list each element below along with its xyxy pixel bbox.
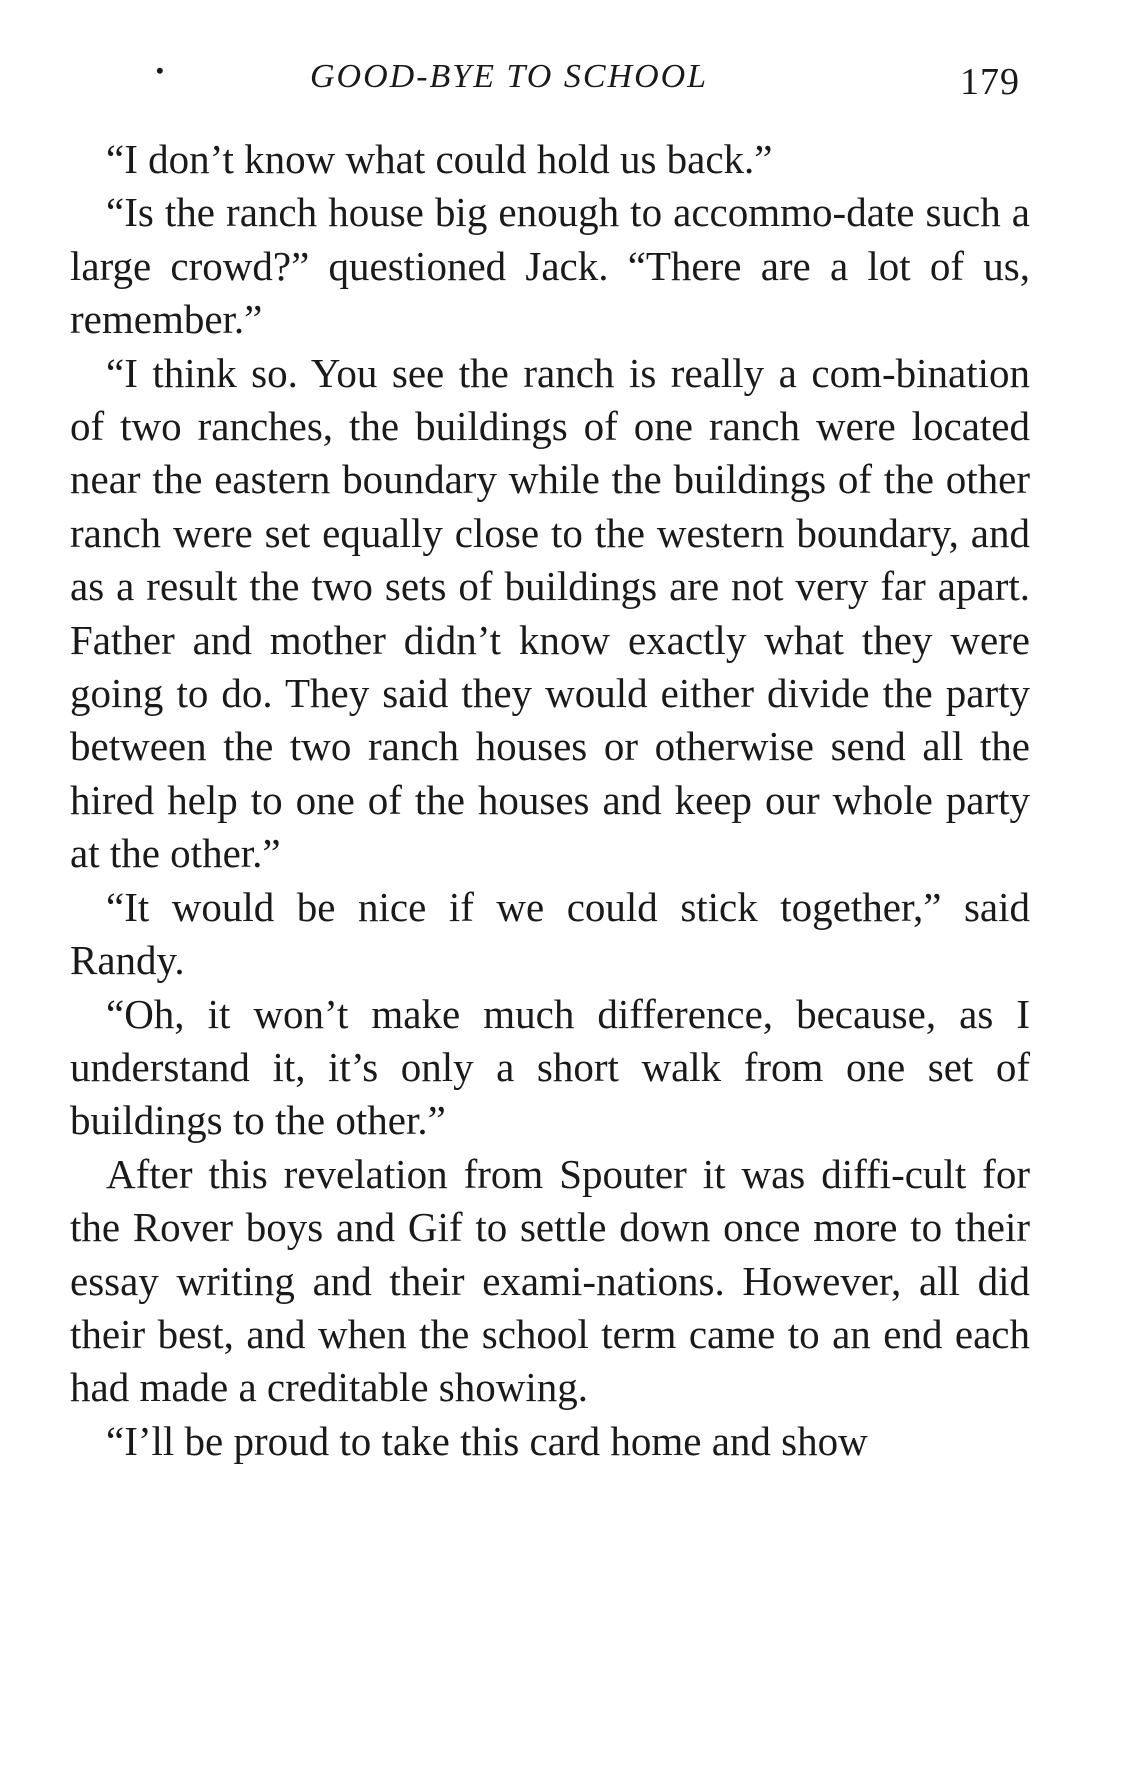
page-number: 179 bbox=[960, 61, 1020, 103]
paragraph: “It would be nice if we could stick together,” said Randy. bbox=[70, 883, 1030, 984]
paragraph: “I don’t know what could hold us back.” bbox=[106, 136, 773, 182]
paragraph: “I think so. You see the ranch is really a com-bination of two ranches, the buildings of one ranch were located near the eastern boundary while the buildings of the other ranch were set equally close to the western boundary, and as a result the two sets of buildings are not very far apart. Father and mother didn’t know exactly what they were going to do. They said they would either divide the party between the two ranch houses or otherwise send all the hired help to one of the houses and keep our whole party at the other.” bbox=[70, 349, 1030, 877]
page-header bbox=[60, 58, 1020, 118]
ornament-mark: • bbox=[156, 58, 164, 83]
paragraph: “I’ll be proud to take this card home and show bbox=[106, 1417, 868, 1464]
paragraph: “Is the ranch house big enough to accommo-date such a large crowd?” questioned Jack. “There are a lot of us, remember.” bbox=[70, 189, 1030, 343]
running-head: GOOD-BYE TO SCHOOL bbox=[310, 58, 709, 95]
paragraph: “Oh, it won’t make much difference, because, as I understand it, it’s only a short walk from one set of buildings to the other.” bbox=[70, 990, 1030, 1144]
paragraph: After this revelation from Spouter it was diffi-cult for the Rover boys and Gif to settle down once more to their essay writing and their exami-nations. However, all did their best, and when the school term came to an end each had made a creditable showing. bbox=[70, 1150, 1030, 1411]
body-text bbox=[70, 133, 1030, 1468]
